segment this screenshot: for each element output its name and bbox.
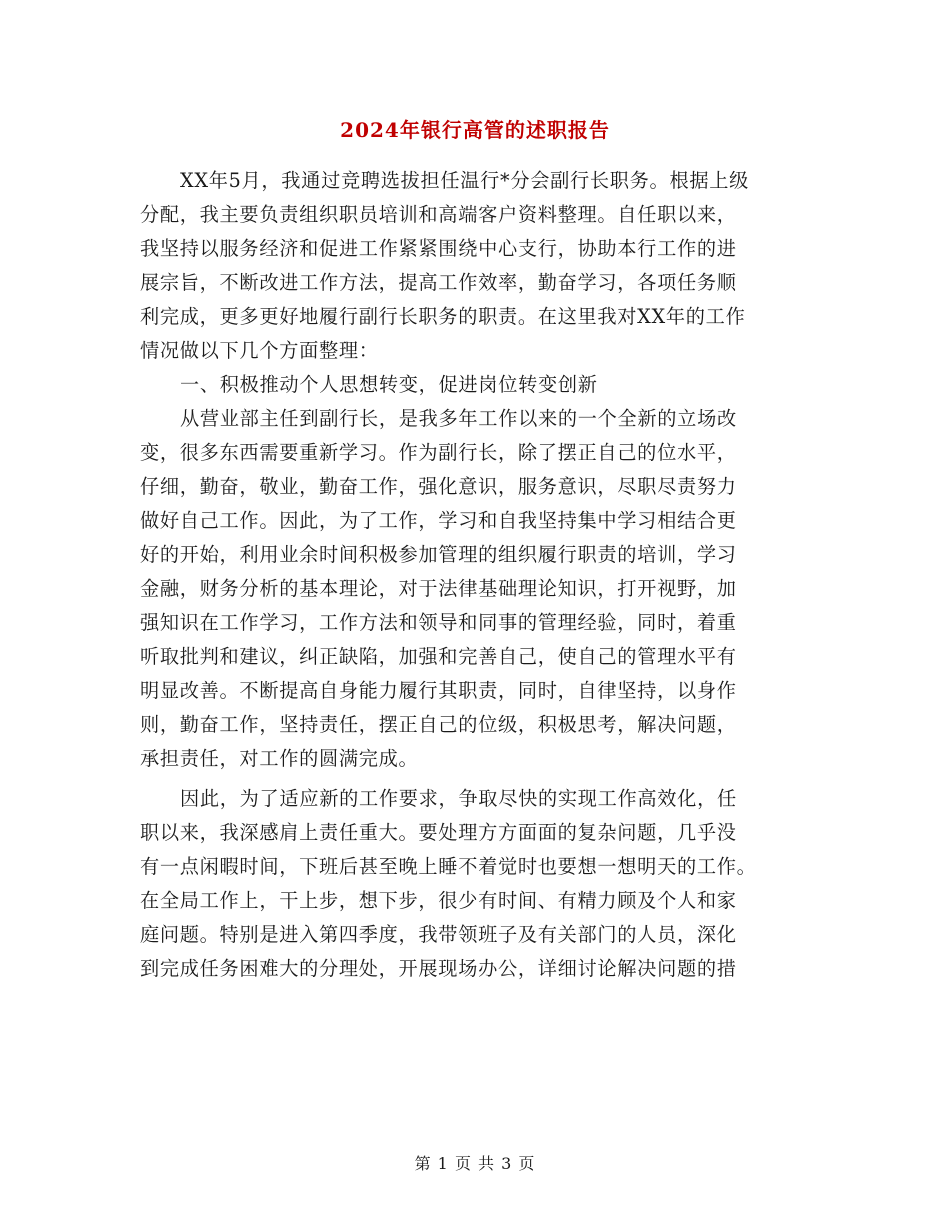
paragraph-line: 到完成任务困难大的分理处，开展现场办公，详细讨论解决问题的措 <box>140 957 737 980</box>
paragraph-line: 听取批判和建议，纠正缺陷，加强和完善自己，使自己的管理水平有 <box>140 645 737 668</box>
paragraph-line: 分配，我主要负责组织职员培训和高端客户资料整理。自任职以来， <box>140 203 737 226</box>
paragraph-line: 利完成，更多更好地履行副行长职务的职责。在这里我对XX年的工作 <box>140 305 746 328</box>
paragraph-line: 强知识在工作学习，工作方法和领导和同事的管理经验，同时，着重 <box>140 611 737 634</box>
paragraph-line: 情况做以下几个方面整理： <box>140 339 379 362</box>
paragraph-line: 我坚持以服务经济和促进工作紧紧围绕中心支行，协助本行工作的进 <box>140 237 737 260</box>
section-heading: 一、积极推动个人思想转变，促进岗位转变创新 <box>180 373 598 396</box>
paragraph-line: 因此，为了适应新的工作要求，争取尽快的实现工作高效化，任 <box>180 787 737 810</box>
paragraph-line: 在全局工作上，干上步，想下步，很少有时间、有精力顾及个人和家 <box>140 889 737 912</box>
paragraph-line: 庭问题。特别是进入第四季度，我带领班子及有关部门的人员，深化 <box>140 923 737 946</box>
paragraph-line: 好的开始，利用业余时间积极参加管理的组织履行职责的培训，学习 <box>140 543 737 566</box>
paragraph-line: 金融，财务分析的基本理论，对于法律基础理论知识，打开视野，加 <box>140 577 737 600</box>
paragraph-line: 展宗旨，不断改进工作方法，提高工作效率，勤奋学习，各项任务顺 <box>140 271 737 294</box>
paragraph-line: 做好自己工作。因此，为了工作，学习和自我坚持集中学习相结合更 <box>140 509 737 532</box>
paragraph-line: 承担责任，对工作的圆满完成。 <box>140 747 419 770</box>
paragraph-line: 明显改善。不断提高自身能力履行其职责，同时，自律坚持，以身作 <box>140 679 737 702</box>
paragraph-line: 有一点闲暇时间，下班后甚至晚上睡不着觉时也要想一想明天的工作。 <box>140 855 757 878</box>
paragraph-line: 职以来，我深感肩上责任重大。要处理方方面面的复杂问题，几乎没 <box>140 821 737 844</box>
paragraph-line: 从营业部主任到副行长，是我多年工作以来的一个全新的立场改 <box>180 407 737 430</box>
page-number-footer: 第 1 页 共 3 页 <box>414 1154 536 1173</box>
paragraph-line: XX年5月，我通过竞聘选拔担任温行*分会副行长职务。根据上级 <box>180 169 749 192</box>
document-body <box>140 164 816 986</box>
paragraph-line: 则，勤奋工作，坚持责任，摆正自己的位级，积极思考，解决问题， <box>140 713 737 736</box>
paragraph-line: 仔细，勤奋，敬业，勤奋工作，强化意识，服务意识，尽职尽责努力 <box>140 475 737 498</box>
paragraph-line: 变，很多东西需要重新学习。作为副行长，除了摆正自己的位水平， <box>140 441 737 464</box>
document-title: 2024年银行高管的述职报告 <box>340 118 610 142</box>
